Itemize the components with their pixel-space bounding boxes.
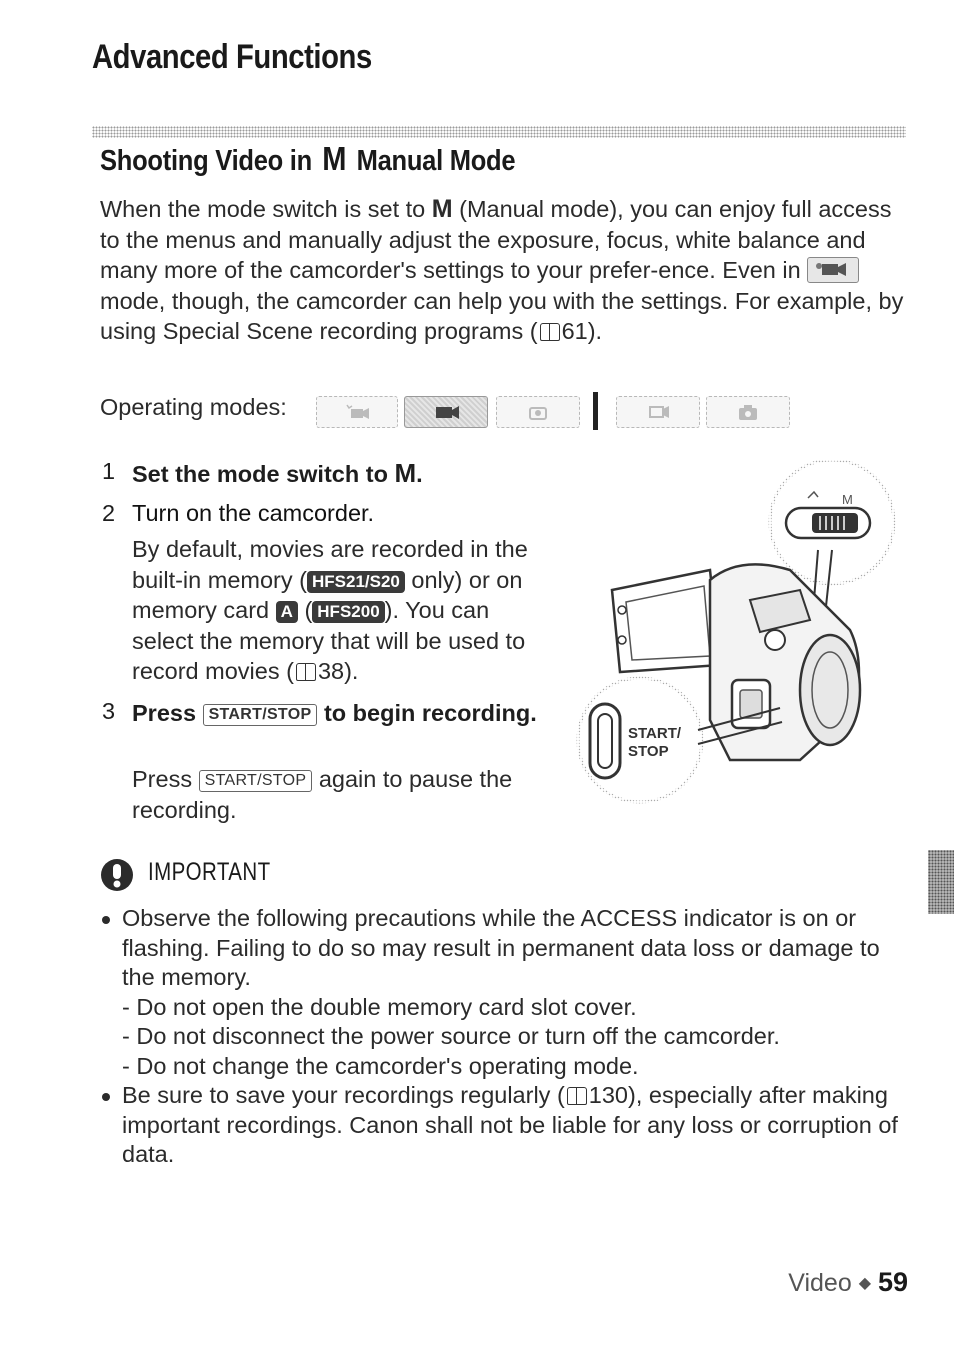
start-stop-key: START/STOP	[203, 704, 318, 726]
step-1-text-b: .	[416, 461, 423, 487]
step-2-text: Turn on the camcorder.	[132, 500, 375, 526]
bullet-icon	[102, 1093, 110, 1101]
step-2-detail-a: By default, movies are recorded in the built-in memory (	[132, 536, 528, 593]
topic-title-part1: Shooting Video in	[100, 145, 319, 177]
step-3-text	[132, 698, 552, 729]
topic-title	[100, 140, 515, 178]
book-reference-icon	[540, 323, 560, 341]
important-icon	[100, 858, 134, 892]
topic-title-part2: Manual Mode	[349, 145, 516, 177]
memory-card-a-badge: A	[276, 601, 298, 623]
step-1-text-a: Set the mode switch to	[132, 461, 395, 487]
mode-group-separator	[593, 392, 598, 430]
step-3-detail	[132, 764, 562, 825]
bullet-1-text: Observe the following precautions while the ACCESS indicator is on or flashing. Failing to do so may result in permanent data loss or damage to the memory.	[122, 905, 880, 990]
manual-mode-glyph: M	[322, 140, 347, 177]
list-item	[100, 904, 910, 1081]
bullet-2-text-b: ), especially after making important recordings. Canon shall not be liable for any loss or corruption of data.	[122, 1082, 898, 1167]
step-3-detail-b: again to pause the recording.	[132, 766, 513, 823]
important-label: IMPORTANT	[148, 858, 271, 886]
dotted-divider	[92, 126, 906, 138]
auto-mode-icon	[807, 257, 859, 283]
step-2-detail-c: (	[297, 597, 313, 623]
bullet-2-ref-page: 130	[588, 1082, 629, 1108]
intro-text-a: When the mode switch is set to	[100, 196, 432, 222]
step-2-detail-d: ). You can select the memory that will be used to record movies (	[132, 597, 526, 684]
model-badge-hfs200: HFS200	[312, 601, 384, 623]
step-1-text	[132, 458, 423, 489]
auto-mode-icon	[316, 396, 398, 428]
step-3-detail-a: Press	[132, 766, 199, 792]
step-3-text-a: Press	[132, 700, 203, 726]
bullet-2-text-a: Be sure to save your recordings regularly (	[122, 1082, 565, 1108]
intro-ref-page: 61	[561, 318, 588, 344]
important-list	[100, 904, 910, 1170]
bullet-icon	[102, 916, 110, 924]
intro-text-end: ).	[587, 318, 603, 344]
diamond-icon: ◆	[858, 1275, 871, 1292]
video-playback-icon	[616, 396, 700, 428]
sub-item: - Do not disconnect the power source or turn off the camcorder.	[122, 1023, 780, 1049]
model-badge-hfs21: HFS21/S20	[307, 571, 405, 593]
list-item	[100, 1081, 910, 1170]
book-reference-icon	[296, 663, 316, 681]
step-2-number: 2	[102, 500, 116, 526]
video-mode-icon	[404, 396, 488, 428]
step-1-number: 1	[102, 458, 116, 484]
page-number: 59	[877, 1267, 908, 1297]
section-heading: Advanced Functions	[92, 38, 372, 76]
stop-label: STOP	[628, 743, 669, 760]
operating-modes-label: Operating modes:	[100, 394, 287, 420]
step-2-detail-b: only) or on memory card	[132, 566, 523, 623]
step-2-detail-end: ).	[344, 658, 359, 684]
intro-text-c: mode, though, the camcorder can help you with the settings. For example, by using Special Scene recording programs (	[100, 287, 904, 344]
camcorder-illustration	[560, 460, 905, 805]
sub-item: - Do not change the camcorder's operating mode.	[122, 1052, 639, 1079]
manual-mode-glyph: M	[431, 195, 453, 223]
chapter-thumb-tab	[928, 850, 954, 914]
manual-mode-glyph: M	[394, 458, 417, 488]
book-reference-icon	[567, 1087, 587, 1105]
sub-item: - Do not open the double memory card slot cover.	[122, 993, 637, 1020]
step-2-detail	[132, 534, 552, 687]
page-footer	[788, 1267, 908, 1298]
start-stop-key: START/STOP	[199, 770, 313, 792]
photo-playback-icon	[496, 396, 580, 428]
footer-section: Video	[788, 1269, 852, 1297]
switch-m-label: M	[842, 492, 853, 507]
step-2-ref-page: 38	[317, 658, 345, 684]
start-label: START/	[628, 725, 682, 742]
intro-text-b: (Manual mode), you can enjoy full access to the menus and manually adjust the exposure, focus, white balance and many more of the camcorder's settings to your prefer-ence. Even in	[100, 196, 892, 283]
step-3-text-b: to begin recording.	[317, 700, 537, 726]
intro-paragraph	[100, 194, 910, 347]
step-3-number: 3	[102, 698, 116, 724]
photo-mode-icon	[706, 396, 790, 428]
